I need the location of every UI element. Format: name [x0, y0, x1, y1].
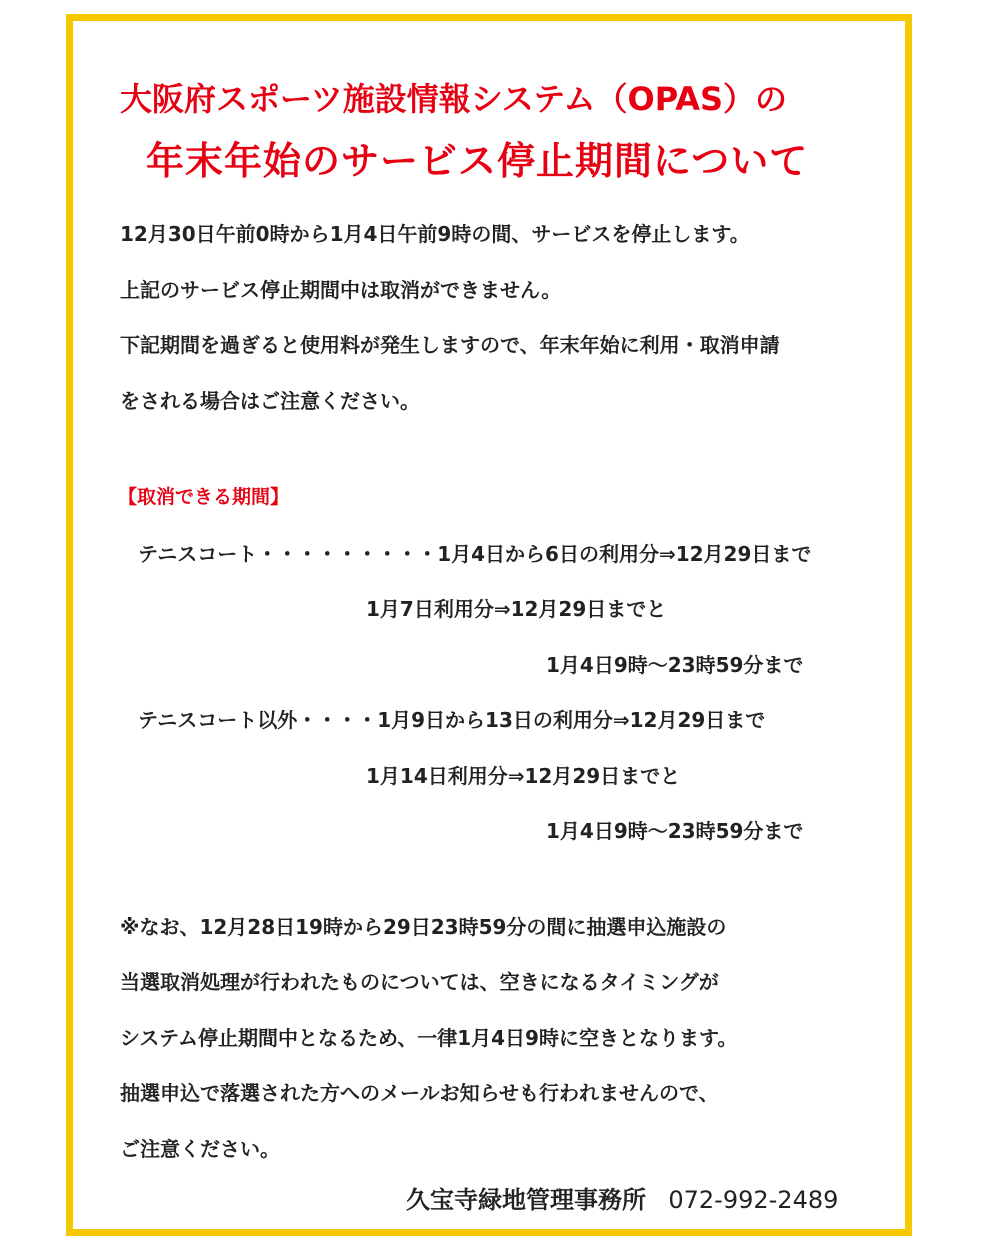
note-line-1: ※なお、12月28日19時から29日23時59分の間に抽選申込施設の: [120, 915, 727, 939]
note-line-3: システム停止期間中となるため、一律1月4日9時に空きとなります。: [120, 1026, 738, 1050]
tennis-period-line-2: 1月7日利用分⇒12月29日までと: [366, 597, 667, 621]
tennis-period-line-1: テニスコート・・・・・・・・・1月4日から6日の利用分⇒12月29日まで: [138, 542, 812, 566]
note-line-5: ご注意ください。: [120, 1137, 280, 1161]
tennis-period-line-3: 1月4日9時～23時59分まで: [546, 653, 804, 677]
note-line-4: 抽選申込で落選された方へのメールお知らせも行われませんので、: [120, 1081, 719, 1105]
cancel-period-heading: 【取消できる期間】: [118, 486, 290, 508]
footer-signature: [406, 1180, 838, 1215]
intro-line-2: 上記のサービス停止期間中は取消ができません。: [120, 278, 562, 302]
intro-line-3: 下記期間を過ぎると使用料が発生しますので、年末年始に利用・取消申請: [120, 333, 780, 357]
other-period-line-3: 1月4日9時～23時59分まで: [546, 819, 804, 843]
other-period-line-2: 1月14日利用分⇒12月29日までと: [366, 764, 681, 788]
office-phone: 072-992-2489: [668, 1186, 839, 1214]
notice-frame: [66, 14, 912, 1236]
notice-title-line1: 大阪府スポーツ施設情報システム（OPAS）の: [120, 80, 788, 118]
other-period-line-1: テニスコート以外・・・・1月9日から13日の利用分⇒12月29日まで: [138, 708, 766, 732]
intro-line-4: をされる場合はご注意ください。: [120, 389, 420, 413]
notice-title-line2: 年末年始のサービス停止期間について: [146, 139, 809, 183]
intro-line-1: 12月30日午前0時から1月4日午前9時の間、サービスを停止します。: [120, 222, 750, 246]
note-line-2: 当選取消処理が行われたものについては、空きになるタイミングが: [120, 970, 719, 994]
office-name: 久宝寺緑地管理事務所: [406, 1186, 646, 1214]
